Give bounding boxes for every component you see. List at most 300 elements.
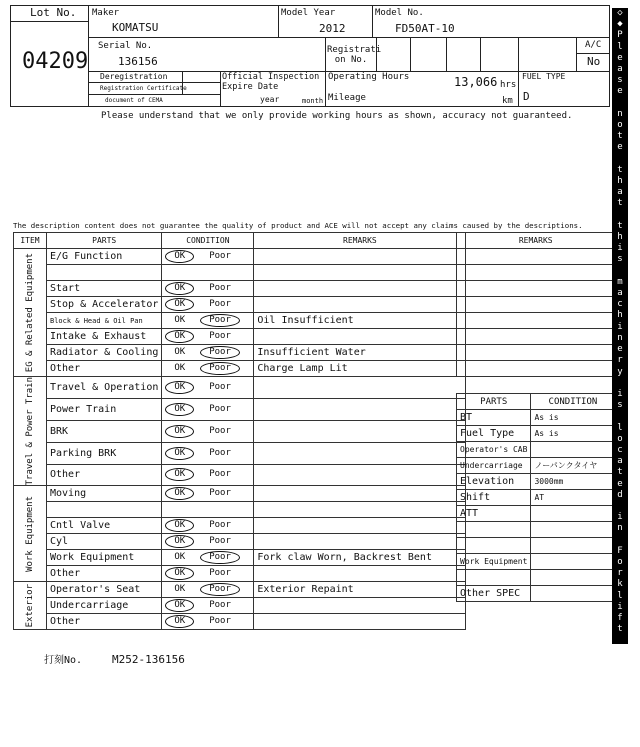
sidebar-char: a	[617, 456, 623, 467]
condition-cell	[162, 582, 254, 598]
condition-cell	[162, 398, 254, 420]
serial-no-label: Serial No.	[98, 41, 153, 51]
sidebar-char	[612, 154, 628, 165]
group-label-cell	[14, 582, 47, 630]
spec-condition	[531, 442, 615, 458]
mileage-label: Mileage	[328, 93, 366, 103]
spec-condition: 3000mm	[531, 474, 615, 490]
part-name: Other	[47, 614, 162, 630]
poor-option: Poor	[209, 251, 231, 261]
spec-part: Undercarriage	[457, 458, 531, 474]
sidebar-char: P	[617, 30, 623, 41]
poor-option: Poor	[209, 283, 231, 293]
ok-circled: OK	[165, 487, 194, 500]
table-row	[14, 361, 466, 377]
ok-circled: OK	[165, 567, 194, 580]
side-remark-cell	[457, 249, 615, 265]
ok-option: OK	[174, 347, 186, 357]
ok-option: OK	[174, 363, 186, 373]
part-name	[47, 265, 162, 281]
remark-cell: Oil Insufficient	[254, 313, 466, 329]
poor-option: Poor	[209, 469, 231, 480]
part-name: Start	[47, 281, 162, 297]
poor-option: Poor	[209, 600, 231, 611]
sidebar-char: t	[617, 131, 623, 142]
ok-circled: OK	[165, 468, 194, 481]
condition-cell	[162, 502, 254, 518]
remark-cell	[254, 297, 466, 313]
side-remark-row	[457, 345, 615, 361]
side-remark-cell	[457, 265, 615, 281]
spec-part	[457, 538, 531, 554]
sidebar-char: r	[617, 568, 623, 579]
sidebar-char: ◇	[617, 8, 623, 18]
spec-condition	[531, 586, 615, 602]
hrs-label: hrs	[500, 80, 517, 90]
side-table	[456, 232, 615, 602]
side-spec-row	[457, 426, 615, 442]
condition-cell	[162, 313, 254, 329]
remark-cell	[254, 502, 466, 518]
side-remark-row	[457, 329, 615, 345]
table-row	[14, 398, 466, 420]
poor-option: Poor	[209, 536, 231, 547]
stamp-label: 打刻No.	[44, 655, 83, 666]
sidebar-char: o	[617, 556, 623, 567]
operating-hours-value: 13,066	[454, 75, 498, 89]
sidebar-char: l	[617, 422, 623, 433]
sidebar-char: a	[617, 64, 623, 75]
remark-cell	[254, 281, 466, 297]
sidebar-char: f	[617, 612, 623, 623]
sidebar-char: i	[617, 388, 623, 399]
poor-circled: Poor	[200, 551, 240, 564]
poor-circled: Poor	[200, 362, 240, 375]
sidebar-char: g	[617, 713, 623, 724]
part-name: Cyl	[47, 534, 162, 550]
sidebar-char: s	[617, 400, 623, 411]
condition-cell	[162, 442, 254, 464]
table-row	[14, 281, 466, 297]
sidebar-char: h	[617, 176, 623, 187]
deregistration-label: Deregistration	[100, 72, 168, 81]
table-row	[14, 329, 466, 345]
spec-condition	[531, 522, 615, 538]
sidebar-char: t	[617, 624, 623, 635]
group-label: Exterior	[25, 584, 35, 628]
sidebar-char	[612, 501, 628, 512]
hours-notice: Please understand that we only provide working hours as shown, accuracy not guaranteed.	[101, 111, 573, 121]
sidebar-char: c	[617, 299, 623, 310]
poor-option: Poor	[209, 299, 231, 309]
sidebar-char: s	[617, 75, 623, 86]
km-label: km	[502, 96, 513, 106]
ok-circled: OK	[165, 425, 194, 438]
ok-circled: OK	[165, 282, 194, 295]
condition-cell	[162, 566, 254, 582]
sidebar-char: e	[617, 344, 623, 355]
side-condition-header: CONDITION	[531, 394, 615, 410]
part-name: Travel & Operation	[47, 377, 162, 399]
condition-cell	[162, 297, 254, 313]
remark-cell	[254, 614, 466, 630]
sidebar-char: ◆	[617, 725, 623, 735]
sidebar-char: n	[617, 523, 623, 534]
sidebar-char: e	[617, 142, 623, 153]
side-remark-row	[457, 265, 615, 281]
sidebar-char: r	[617, 355, 623, 366]
sidebar-char: t	[617, 467, 623, 478]
side-gap-row	[457, 377, 615, 394]
sidebar-char: P	[617, 646, 623, 657]
sidebar-char: F	[617, 545, 623, 556]
spec-condition: As is	[531, 410, 615, 426]
condition-cell	[162, 420, 254, 442]
sidebar-char: h	[617, 232, 623, 243]
fuel-type-label: FUEL TYPE	[522, 72, 566, 81]
condition-cell	[162, 614, 254, 630]
operating-hours-label: Operating Hours	[328, 72, 410, 82]
spec-part: Other SPEC	[457, 586, 531, 602]
sidebar-char: e	[617, 478, 623, 489]
sidebar-char: ◇	[617, 736, 623, 747]
side-remark-cell	[457, 313, 615, 329]
ok-circled: OK	[165, 250, 194, 263]
side-remark-row	[457, 297, 615, 313]
sidebar-char: t	[617, 220, 623, 231]
condition-cell	[162, 486, 254, 502]
ok-circled: OK	[165, 615, 194, 628]
spec-condition: AT	[531, 490, 615, 506]
part-name: Parking BRK	[47, 442, 162, 464]
side-remark-row	[457, 249, 615, 265]
side-gap-cell	[457, 377, 615, 394]
remark-cell	[254, 442, 466, 464]
table-row	[14, 502, 466, 518]
ok-option: OK	[174, 315, 186, 325]
sidebar-char: l	[617, 590, 623, 601]
table-row	[14, 265, 466, 281]
side-remark-row	[457, 281, 615, 297]
maker-value: KOMATSU	[112, 21, 159, 34]
ok-circled: OK	[165, 535, 194, 548]
poor-option: Poor	[209, 520, 231, 531]
condition-cell	[162, 281, 254, 297]
sidebar-char: i	[617, 512, 623, 523]
ok-option: OK	[174, 584, 186, 595]
side-remark-cell	[457, 281, 615, 297]
remark-cell	[254, 598, 466, 614]
ac-label: A/C	[585, 40, 602, 50]
month-label: month	[302, 97, 324, 105]
sidebar-char: n	[617, 108, 623, 119]
side-remark-cell	[457, 361, 615, 377]
sidebar-char: a	[617, 657, 623, 668]
sidebar-char: i	[617, 691, 623, 702]
side-spec-row	[457, 586, 615, 602]
remark-cell	[254, 486, 466, 502]
part-name: Moving	[47, 486, 162, 502]
side-remark-cell	[457, 297, 615, 313]
ac-value: No	[587, 55, 601, 68]
sidebar-char: s	[617, 254, 623, 265]
table-row	[14, 313, 466, 329]
poor-circled: Poor	[200, 314, 240, 327]
sidebar-char: m	[617, 276, 623, 287]
condition-cell	[162, 518, 254, 534]
maker-label: Maker	[92, 8, 120, 18]
side-remark-row	[457, 361, 615, 377]
cema-label: document of CEMA	[105, 97, 163, 104]
part-name: Other	[47, 464, 162, 486]
part-name: Operator's Seat	[47, 582, 162, 598]
poor-option: Poor	[209, 331, 231, 341]
sidebar-char: k	[617, 579, 623, 590]
spec-condition: ノーパンクタイヤ	[531, 458, 615, 474]
group-label-cell	[14, 249, 47, 377]
spec-part	[457, 522, 531, 538]
poor-circled: Poor	[200, 346, 240, 359]
group-label-cell	[14, 486, 47, 582]
sidebar-char: o	[617, 433, 623, 444]
item-header: ITEM	[14, 233, 47, 249]
side-spec-row	[457, 458, 615, 474]
remark-cell	[254, 265, 466, 281]
sidebar-char	[612, 266, 628, 277]
sidebar-char	[612, 210, 628, 221]
side-remark-row	[457, 313, 615, 329]
condition-cell	[162, 345, 254, 361]
model-no-value: FD50AT-10	[395, 22, 455, 35]
ok-circled: OK	[165, 403, 194, 416]
remarks-header: REMARKS	[254, 233, 466, 249]
stamp-value: M252-136156	[112, 653, 185, 666]
spec-condition	[531, 570, 615, 586]
side-spec-row	[457, 522, 615, 538]
side-spec-row	[457, 570, 615, 586]
sidebar-char: a	[617, 288, 623, 299]
table-row	[14, 249, 466, 265]
model-no-label: Model No.	[375, 8, 424, 18]
sidebar-char: h	[617, 310, 623, 321]
ok-circled: OK	[165, 330, 194, 343]
condition-cell	[162, 550, 254, 566]
remark-cell	[254, 249, 466, 265]
description-notice: The description content does not guarantee the quality of product and ACE will not accept any claims caused by the descriptions.	[13, 221, 583, 230]
side-remark-cell	[457, 345, 615, 361]
table-row	[14, 582, 466, 598]
part-name: Intake & Exhaust	[47, 329, 162, 345]
model-year-value: 2012	[319, 22, 346, 35]
table-row	[14, 550, 466, 566]
table-row	[14, 518, 466, 534]
part-name: Radiator & Cooling	[47, 345, 162, 361]
side-spec-row	[457, 474, 615, 490]
serial-no-value: 136156	[118, 55, 158, 68]
registration-certificate-label: Registration Certificate	[100, 85, 187, 92]
remark-cell: Fork claw Worn, Backrest Bent	[254, 550, 466, 566]
sidebar-char: e	[617, 52, 623, 63]
sidebar-char: k	[617, 680, 623, 691]
sidebar-char: e	[617, 86, 623, 97]
spec-condition	[531, 538, 615, 554]
sidebar-char: i	[617, 601, 623, 612]
spec-part: Elevation	[457, 474, 531, 490]
condition-cell	[162, 361, 254, 377]
table-row	[14, 614, 466, 630]
side-spec-row	[457, 410, 615, 426]
model-year-label: Model Year	[281, 8, 336, 18]
side-spec-row	[457, 538, 615, 554]
ok-circled: OK	[165, 447, 194, 460]
part-name: Other	[47, 566, 162, 582]
side-spec-row	[457, 490, 615, 506]
spec-part: Work Equipment	[457, 554, 531, 570]
group-label: Travel & Power Train	[25, 377, 35, 486]
ok-circled: OK	[165, 519, 194, 532]
parts-header: PARTS	[47, 233, 162, 249]
group-label: Work Equipment	[25, 495, 35, 572]
condition-cell	[162, 249, 254, 265]
ok-option: OK	[174, 552, 186, 563]
poor-option: Poor	[209, 447, 231, 458]
inspection-table	[13, 232, 466, 630]
spec-condition	[531, 506, 615, 522]
location-notice-sidebar	[612, 8, 628, 747]
inspection-header-row	[14, 233, 466, 249]
table-row	[14, 377, 466, 399]
year-label: year	[260, 95, 280, 104]
group-label: EG & Related Equipment	[25, 252, 35, 373]
ok-circled: OK	[165, 599, 194, 612]
remark-cell	[254, 420, 466, 442]
ok-circled: OK	[165, 298, 194, 311]
remark-cell	[254, 377, 466, 399]
condition-cell	[162, 265, 254, 281]
sidebar-char	[612, 635, 628, 646]
side-spec-row	[457, 442, 615, 458]
spec-condition: As is	[531, 426, 615, 442]
sidebar-char	[612, 378, 628, 389]
table-row	[14, 420, 466, 442]
poor-option: Poor	[209, 616, 231, 627]
lot-no-value: 04209	[22, 49, 89, 74]
table-row	[14, 464, 466, 486]
side-spec-row	[457, 506, 615, 522]
table-row	[14, 534, 466, 550]
sidebar-char	[612, 535, 628, 546]
sidebar-char: a	[617, 187, 623, 198]
table-row	[14, 486, 466, 502]
sidebar-char: ◆	[617, 19, 623, 30]
sidebar-char: o	[617, 120, 623, 131]
table-row	[14, 598, 466, 614]
inspection-label: Official Inspection Expire Date	[222, 72, 320, 92]
sidebar-char: t	[617, 164, 623, 175]
side-remark-cell	[457, 329, 615, 345]
lot-no-label: Lot No.	[30, 6, 77, 19]
sidebar-char: d	[617, 489, 623, 500]
part-name	[47, 502, 162, 518]
poor-option: Poor	[209, 403, 231, 414]
part-name: Work Equipment	[47, 550, 162, 566]
poor-circled: Poor	[200, 583, 240, 596]
table-row	[14, 345, 466, 361]
sidebar-char: c	[617, 444, 623, 455]
condition-cell	[162, 377, 254, 399]
part-name: Cntl Valve	[47, 518, 162, 534]
registration-no-label: Registrati on No.	[327, 45, 382, 65]
side-spec-header-row	[457, 394, 615, 410]
spec-part: Fuel Type	[457, 426, 531, 442]
side-parts-header: PARTS	[457, 394, 531, 410]
ok-circled: OK	[165, 381, 194, 394]
condition-cell	[162, 598, 254, 614]
part-name: Power Train	[47, 398, 162, 420]
side-spec-row	[457, 554, 615, 570]
sidebar-char: t	[617, 198, 623, 209]
remark-cell: Charge Lamp Lit	[254, 361, 466, 377]
condition-cell	[162, 534, 254, 550]
remark-cell	[254, 566, 466, 582]
part-name: E/G Function	[47, 249, 162, 265]
condition-cell	[162, 464, 254, 486]
sidebar-char: n	[617, 702, 623, 713]
side-remarks-header: REMARKS	[457, 233, 615, 249]
sidebar-char: r	[617, 668, 623, 679]
poor-option: Poor	[209, 488, 231, 499]
sidebar-char	[612, 411, 628, 422]
sidebar-char: i	[617, 243, 623, 254]
sidebar-char: i	[617, 321, 623, 332]
spec-part	[457, 570, 531, 586]
spec-part: Shift	[457, 490, 531, 506]
remark-cell: Exterior Repaint	[254, 582, 466, 598]
header-block	[10, 5, 610, 107]
remark-cell	[254, 518, 466, 534]
spec-part: ATT	[457, 506, 531, 522]
sidebar-char: n	[617, 332, 623, 343]
sidebar-char: l	[617, 41, 623, 52]
table-row	[14, 566, 466, 582]
group-label-cell	[14, 377, 47, 486]
side-remarks-header-row	[457, 233, 615, 249]
part-name: Stop & Accelerator	[47, 297, 162, 313]
remark-cell	[254, 464, 466, 486]
sidebar-char: y	[617, 366, 623, 377]
part-name: BRK	[47, 420, 162, 442]
fuel-type-value: D	[523, 90, 530, 103]
table-row	[14, 442, 466, 464]
table-row	[14, 297, 466, 313]
poor-option: Poor	[209, 381, 231, 392]
condition-header: CONDITION	[162, 233, 254, 249]
spec-condition	[531, 554, 615, 570]
spec-part: Operator's CAB	[457, 442, 531, 458]
sidebar-char	[612, 98, 628, 109]
poor-option: Poor	[209, 425, 231, 436]
part-name: Other	[47, 361, 162, 377]
remark-cell: Insufficient Water	[254, 345, 466, 361]
part-name: Block & Head & Oil Pan	[47, 313, 162, 329]
remark-cell	[254, 398, 466, 420]
part-name: Undercarriage	[47, 598, 162, 614]
poor-option: Poor	[209, 568, 231, 579]
remark-cell	[254, 534, 466, 550]
remark-cell	[254, 329, 466, 345]
spec-part: BT	[457, 410, 531, 426]
condition-cell	[162, 329, 254, 345]
